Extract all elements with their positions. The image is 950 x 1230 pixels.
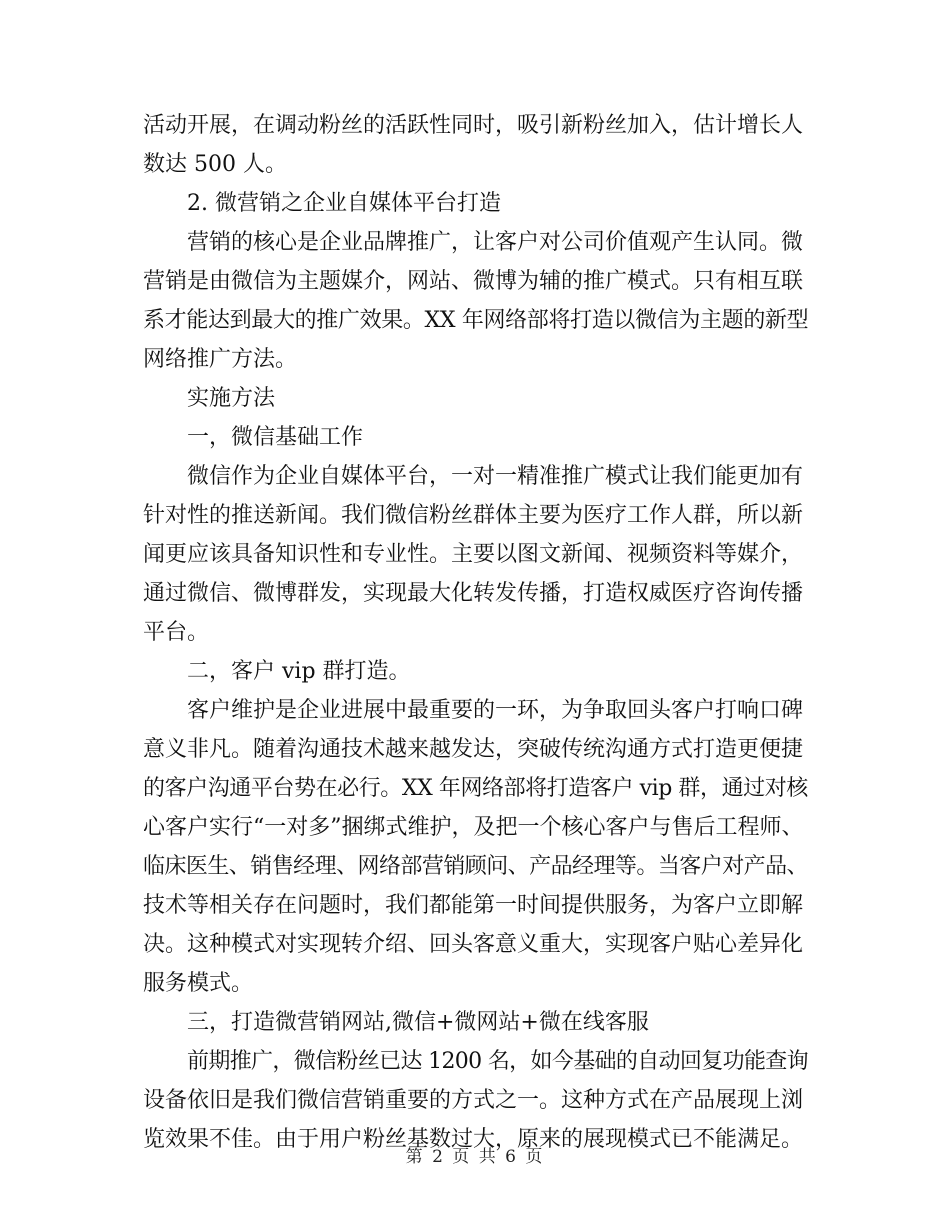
text-line: 2. 微营销之企业自媒体平台打造	[187, 191, 501, 216]
text-line: 网络推广方法。	[143, 347, 298, 372]
page-number-footer: 第 2 页 共 6 页	[405, 1147, 545, 1167]
text-line: 营销是由微信为主题媒介，网站、微博为辅的推广模式。只有相互联	[143, 269, 804, 294]
text-line: 针对性的推送新闻。我们微信粉丝群体主要为医疗工作人群，所以新	[143, 503, 804, 528]
text-line: 营销的核心是企业品牌推广，让客户对公司价值观产生认同。微	[187, 230, 804, 255]
text-line: 设备依旧是我们微信营销重要的方式之一。这种方式在产品展现上浏	[143, 1088, 804, 1113]
text-line: 览效果不佳。由于用户粉丝基数过大，原来的展现模式已不能满足。	[143, 1127, 804, 1152]
text-line: 前期推广，微信粉丝已达 1200 名，如今基础的自动回复功能查询	[187, 1049, 808, 1074]
document-body	[143, 106, 808, 1159]
text-line: 二，客户 vip 群打造。	[187, 659, 411, 684]
text-line: 平台。	[143, 620, 210, 645]
text-line: 闻更应该具备知识性和专业性。主要以图文新闻、视频资料等媒介，	[143, 542, 804, 567]
text-line: 技术等相关存在问题时，我们都能第一时间提供服务，为客户立即解	[143, 893, 804, 918]
text-line: 三，打造微营销网站,微信+微网站+微在线客服	[187, 1010, 649, 1035]
text-line: 数达 500 人。	[143, 152, 287, 177]
text-line: 的客户沟通平台势在必行。XX 年网络部将打造客户 vip 群，通过对核	[143, 776, 808, 801]
text-line: 意义非凡。随着沟通技术越来越发达，突破传统沟通方式打造更便捷	[143, 737, 804, 762]
text-line: 心客户实行“一对多”捆绑式维护，及把一个核心客户与售后工程师、	[143, 815, 804, 840]
text-line: 活动开展，在调动粉丝的活跃性同时，吸引新粉丝加入，估计增长人	[143, 113, 804, 138]
text-line: 一，微信基础工作	[187, 425, 364, 450]
text-line: 实施方法	[187, 386, 276, 411]
text-line: 决。这种模式对实现转介绍、回头客意义重大，实现客户贴心差异化	[143, 932, 804, 957]
text-line: 微信作为企业自媒体平台，一对一精准推广模式让我们能更加有	[187, 464, 804, 489]
text-line: 系才能达到最大的推广效果。XX 年网络部将打造以微信为主题的新型	[143, 308, 809, 333]
text-line: 客户维护是企业进展中最重要的一环，为争取回头客户打响口碑	[187, 698, 804, 723]
text-line: 临床医生、销售经理、网络部营销顾问、产品经理等。当客户对产品、	[143, 854, 809, 879]
text-line: 通过微信、微博群发，实现最大化转发传播，打造权威医疗咨询传播	[143, 581, 804, 606]
text-line: 服务模式。	[143, 971, 254, 996]
